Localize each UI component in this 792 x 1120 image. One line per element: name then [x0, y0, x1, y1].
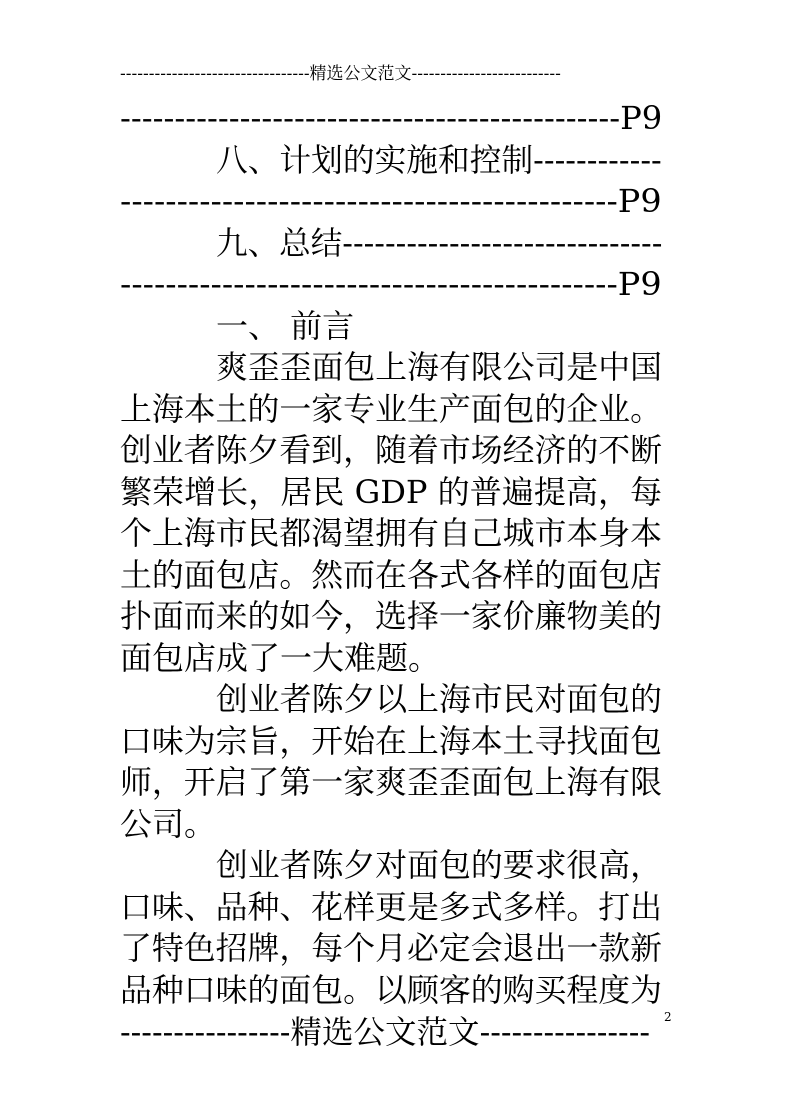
text-line: ----------------------------------------------P9	[120, 99, 663, 137]
text-line: 创业者陈夕对面包的要求很高，	[216, 846, 663, 884]
text-line: --------------------------------------------P9	[120, 265, 662, 303]
page-header: ---------------------------------精选公文范文--------------------------	[120, 64, 561, 84]
text-line: 爽歪歪面包上海有限公司是中国	[216, 348, 663, 386]
text-line: 九、总结------------------------------	[216, 223, 663, 262]
text-line: 口味、品种、花样更是多式多样。打出	[120, 887, 663, 926]
text-line: 师，开启了第一家爽歪歪面包上海有限	[120, 763, 663, 801]
text-line: 品种口味的面包。以顾客的购买程度为	[120, 970, 663, 1009]
page-number: 2	[664, 1010, 672, 1024]
text-line: --------------------------------------------P9	[120, 182, 662, 220]
text-line: 创业者陈夕以上海市民对面包的	[216, 680, 663, 718]
text-line: 面包店成了一大难题。	[120, 638, 441, 677]
text-line: 繁荣增长，居民 GDP 的普遍提高，每	[120, 472, 663, 511]
text-line: 公司。	[120, 804, 217, 843]
text-line: 上海本土的一家专业生产面包的企业。	[120, 389, 663, 428]
text-line: 八、计划的实施和控制------------	[216, 140, 662, 179]
text-line: 了特色招牌，每个月必定会退出一款新	[120, 929, 663, 967]
text-line: 口味为宗旨，开始在上海本土寻找面包	[120, 721, 663, 760]
text-line: 扑面而来的如今，选择一家价廉物美的	[120, 597, 663, 635]
text-line: 个上海市民都渴望拥有自己城市本身本	[120, 514, 663, 552]
page-footer: ----------------精选公文范文----------------	[120, 1013, 651, 1051]
text-line: 土的面包店。然而在各式各样的面包店	[120, 555, 663, 594]
text-line: 一、 前言	[216, 306, 355, 345]
text-line: 创业者陈夕看到，随着市场经济的不断	[120, 431, 663, 469]
